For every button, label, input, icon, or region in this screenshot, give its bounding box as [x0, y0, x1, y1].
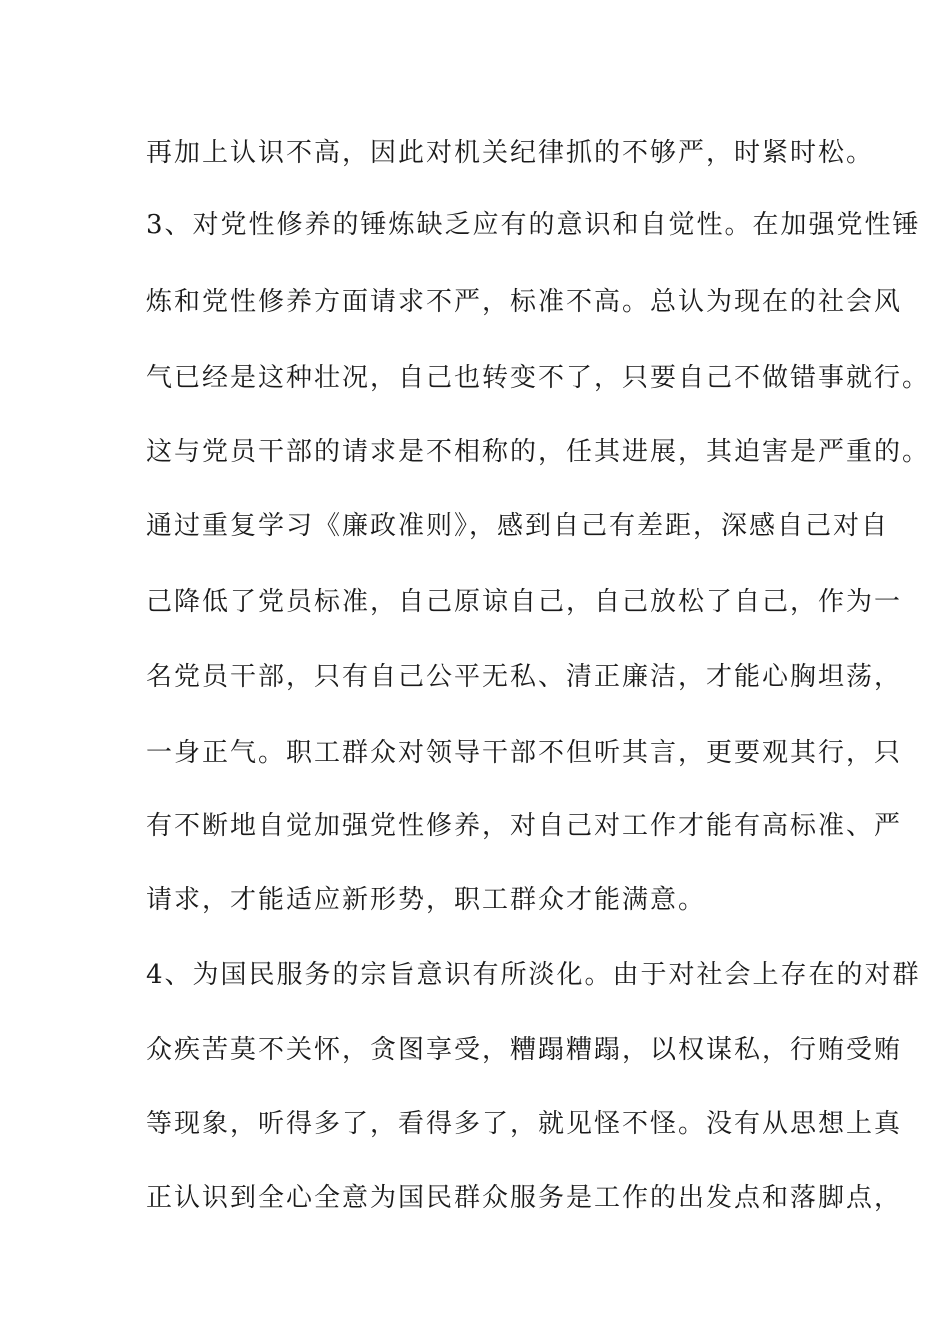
text-line: 气已经是这种壮况，自己也转变不了，只要自己不做错事就行。	[146, 363, 931, 393]
text-line: 请求，才能适应新形势，职工群众才能满意。	[146, 885, 707, 915]
text-line: 4、为国民服务的宗旨意识有所淡化。由于对社会上存在的对群	[146, 960, 921, 990]
text-line: 通过重复学习《廉政准则》，感到自己有差距，深感自己对自	[146, 511, 890, 541]
text-line: 3、对党性修养的锤炼缺乏应有的意识和自觉性。在加强党性锤	[146, 210, 921, 240]
text-line: 正认识到全心全意为国民群众服务是工作的出发点和落脚点，	[146, 1183, 903, 1213]
text-line: 有不断地自觉加强党性修养，对自己对工作才能有高标准、严	[146, 811, 903, 841]
text-line: 再加上认识不高，因此对机关纪律抓的不够严，时紧时松。	[146, 138, 875, 168]
text-line: 这与党员干部的请求是不相称的，任其进展，其迫害是严重的。	[146, 437, 931, 467]
text-line: 名党员干部，只有自己公平无私、清正廉洁，才能心胸坦荡，	[146, 662, 903, 692]
text-line: 众疾苦莫不关怀，贪图享受，糟蹋糟蹋，以权谋私，行贿受贿	[146, 1035, 903, 1065]
text-line: 己降低了党员标准，自己原谅自己，自己放松了自己，作为一	[146, 587, 903, 617]
text-line: 一身正气。职工群众对领导干部不但听其言，更要观其行，只	[146, 738, 903, 768]
text-line: 等现象，听得多了，看得多了，就见怪不怪。没有从思想上真	[146, 1109, 903, 1139]
text-line: 炼和党性修养方面请求不严，标准不高。总认为现在的社会风	[146, 287, 903, 317]
